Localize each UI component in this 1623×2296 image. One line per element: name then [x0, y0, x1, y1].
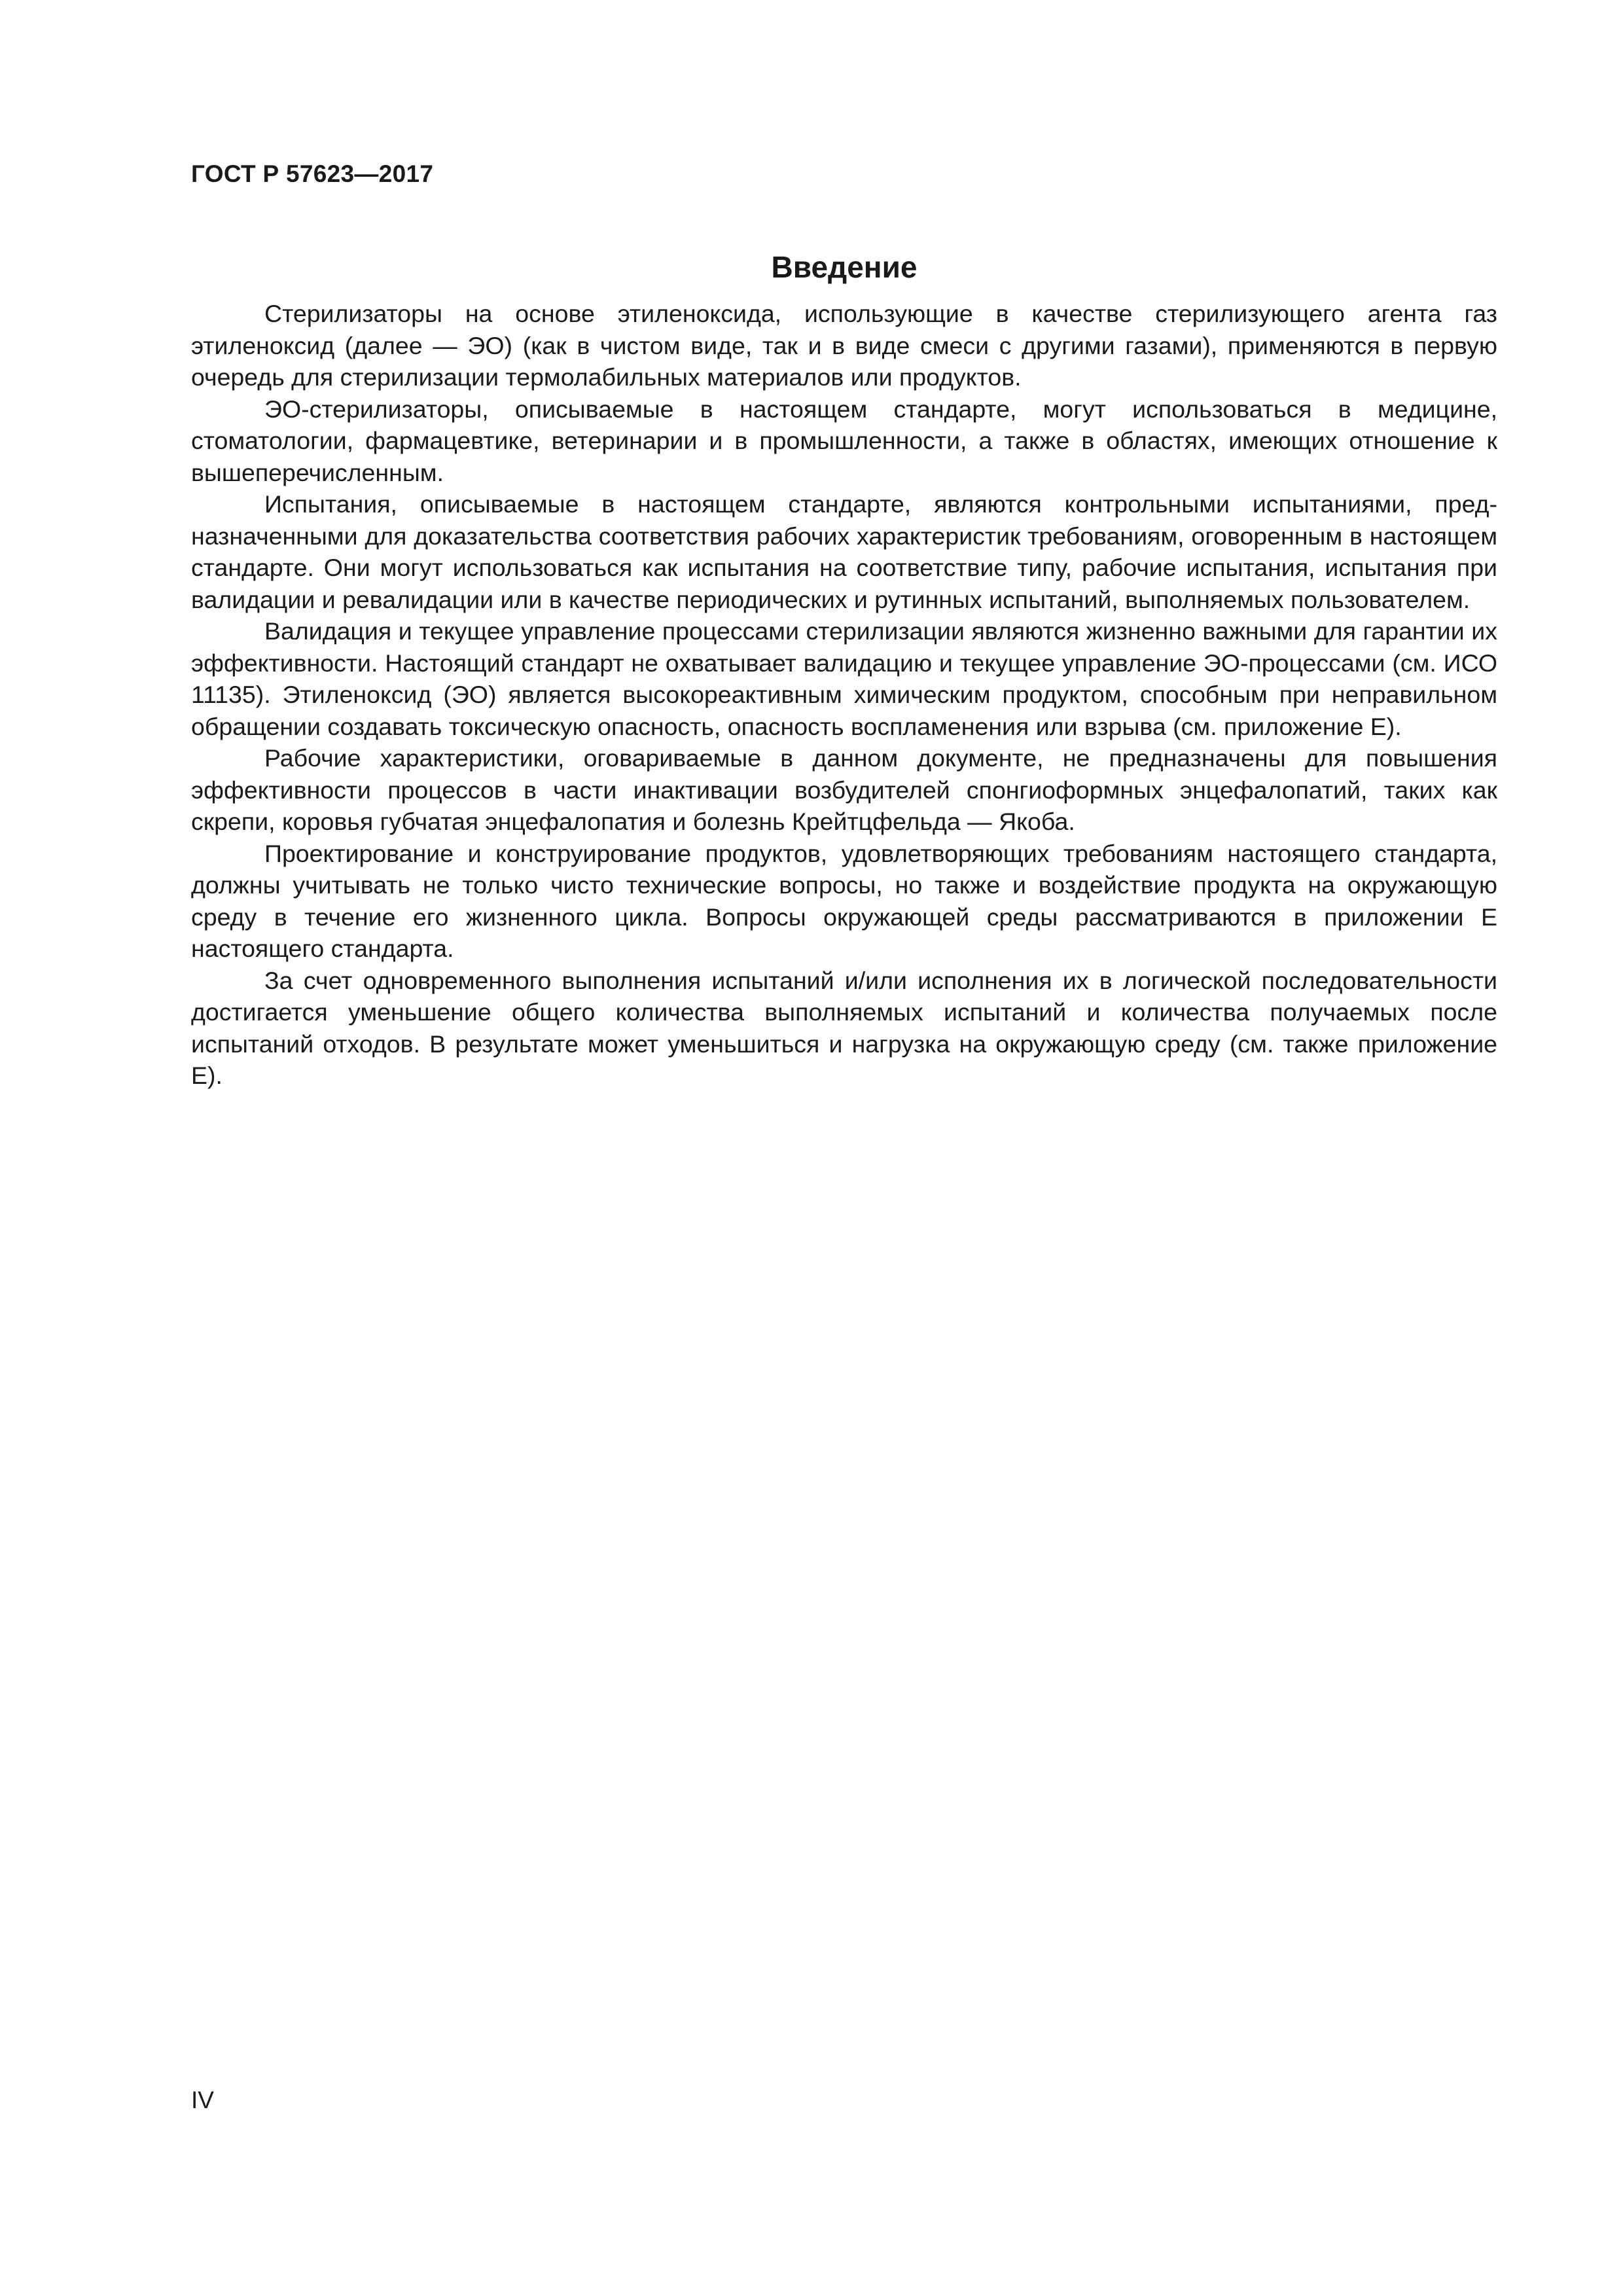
document-code: ГОСТ Р 57623—2017	[191, 160, 434, 187]
section-title: Введение	[771, 249, 918, 284]
paragraph: ЭО-стерилизаторы, описываемые в настоящем стандарте, могут использоваться в медицине, стоматологии, фармацевтике, ветеринарии и в промышленности, а также в областях, имеющих отношение к вышеперечисленным.	[191, 395, 1497, 486]
paragraph: Стерилизаторы на основе этиленоксида, использующие в качестве стерилизующего агента газ этиленоксид (далее — ЭО) (как в чистом виде, так и в виде смеси с другими газами), применяются в первую очередь для стерилизации термолабильных материалов или продуктов.	[191, 300, 1497, 391]
paragraph: Валидация и текущее управление процессами стерилизации являются жизненно важными для гарантии их эффективности. Настоящий стандарт не охватывает валидацию и текущее управление ЭО-процессами (см. ИСО 11135). Этиленоксид (ЭО) является высокореактивным химическим продуктом, способным при неправильном обращении создавать токсическую опасность, опасность воспламенения или взрыва (см. приложение Е).	[191, 617, 1497, 740]
page-number: IV	[191, 2087, 214, 2113]
paragraph: Рабочие характеристики, оговариваемые в данном документе, не предназначены для повышения эффективности процессов в части инактивации возбудителей спонгиоформных энцефалопатий, таких как скрепи, коровья губчатая энцефалопатия и болезнь Крейтцфельда — Якоба.	[191, 744, 1497, 835]
body-text	[191, 298, 1497, 1092]
paragraph: За счет одновременного выполнения испытаний и/или исполнения их в логической последовательности достигается уменьшение общего количества выполняемых испытаний и количества получаемых после испытаний отходов. В результате может уменьшиться и нагрузка на окружающую среду (см. также приложение Е).	[191, 966, 1497, 1089]
paragraph: Испытания, описываемые в настоящем стандарте, являются контрольными испытаниями, предназначенными для доказательства соответствия рабочих характеристик требованиям, оговоренным в настоящем стандарте. Они могут использоваться как испытания на соответствие типу, рабочие испытания, испытания при валидации и ревалидации или в качестве периодических и рутинных испытаний, выполняемых пользователем.	[191, 490, 1497, 613]
paragraph: Проектирование и конструирование продуктов, удовлетворяющих требованиям настоящего стандарта, должны учитывать не только чисто технические вопросы, но также и воздействие продукта на окружающую среду в течение его жизненного цикла. Вопросы окружающей среды рассматриваются в приложении Е настоящего стандарта.	[191, 839, 1497, 962]
